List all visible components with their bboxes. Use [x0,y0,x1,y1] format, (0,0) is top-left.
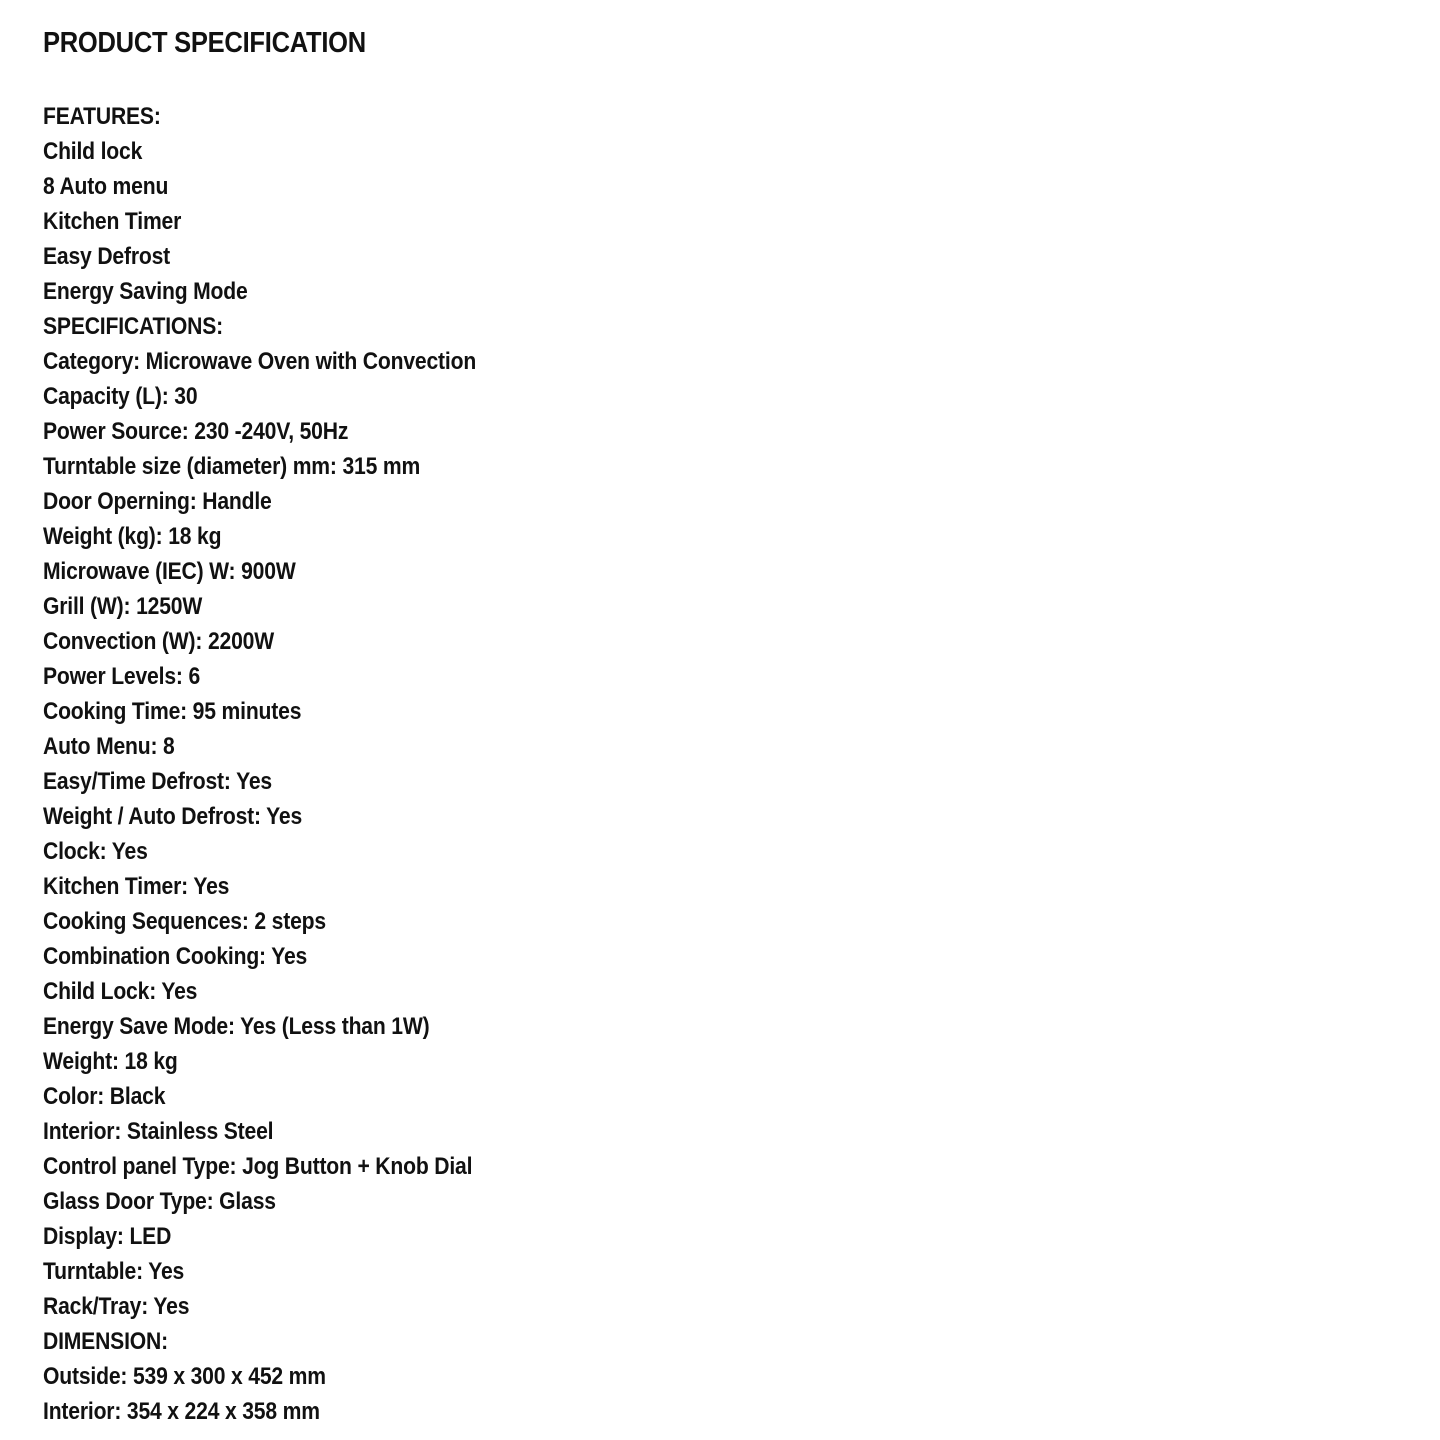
spec-line: Weight / Auto Defrost: Yes [43,803,303,830]
spec-line: Kitchen Timer: Yes [43,873,230,900]
section-heading: DIMENSION: [43,1328,168,1355]
spec-line: Microwave (IEC) W: 900W [43,558,296,585]
spec-line: Turntable size (diameter) mm: 315 mm [43,453,421,480]
spec-line: Glass Door Type: Glass [43,1188,276,1215]
spec-line: Outside: 539 x 300 x 452 mm [43,1363,326,1390]
page-title: PRODUCT SPECIFICATION [43,27,366,59]
spec-line: Auto Menu: 8 [43,733,175,760]
spec-line: Capacity (L): 30 [43,383,198,410]
spec-line: Control panel Type: Jog Button + Knob Dial [43,1153,473,1180]
spec-line: Power Levels: 6 [43,663,201,690]
spec-line: Easy Defrost [43,243,171,270]
section-heading: FEATURES: [43,103,161,130]
spec-line: Display: LED [43,1223,172,1250]
spec-line: Child Lock: Yes [43,978,198,1005]
spec-line: Convection (W): 2200W [43,628,274,655]
spec-line: Child lock [43,138,143,165]
spec-line: Category: Microwave Oven with Convection [43,348,477,375]
spec-line: Cooking Time: 95 minutes [43,698,302,725]
spec-line: Cooking Sequences: 2 steps [43,908,326,935]
spec-line: Clock: Yes [43,838,148,865]
spec-line: Rack/Tray: Yes [43,1293,190,1320]
spec-line: Color: Black [43,1083,166,1110]
spec-line: Energy Saving Mode [43,278,248,305]
spec-line: Energy Save Mode: Yes (Less than 1W) [43,1013,430,1040]
spec-line: Easy/Time Defrost: Yes [43,768,272,795]
spec-line: 8 Auto menu [43,173,169,200]
spec-line: Door Operning: Handle [43,488,272,515]
spec-line: Turntable: Yes [43,1258,185,1285]
spec-line: Grill (W): 1250W [43,593,203,620]
spec-line: Combination Cooking: Yes [43,943,308,970]
spec-line: Interior: Stainless Steel [43,1118,274,1145]
spec-content [43,24,476,1429]
spec-lines [43,99,476,1429]
spec-line: Weight: 18 kg [43,1048,178,1075]
spec-line: Kitchen Timer [43,208,182,235]
section-heading: SPECIFICATIONS: [43,313,224,340]
spec-line: Interior: 354 x 224 x 358 mm [43,1398,320,1425]
spec-line: Power Source: 230 -240V, 50Hz [43,418,349,445]
spec-line: Weight (kg): 18 kg [43,523,222,550]
